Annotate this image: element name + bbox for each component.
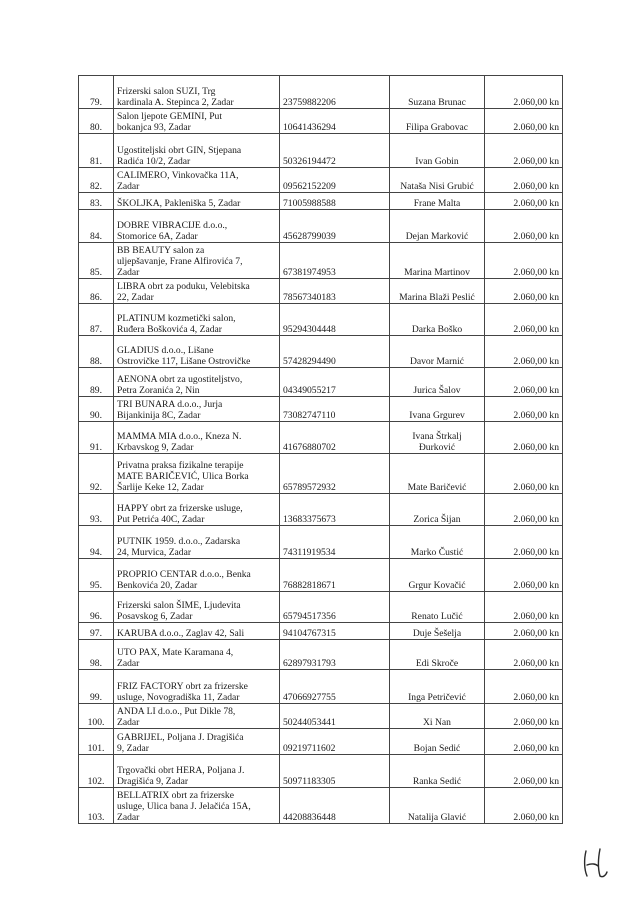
business-name-address-line: Frizerski salon ŠIME, Ljudevita — [117, 600, 241, 611]
business-name-address-line: Ruđera Boškovića 4, Zadar — [117, 324, 222, 335]
business-name-address-line: DOBRE VIBRACIJE d.o.o., — [117, 220, 228, 231]
recipients-table — [78, 75, 563, 824]
oib-number-cell: 95294304448 — [280, 304, 390, 336]
oib-number-cell: 62897931793 — [280, 640, 390, 670]
business-name-address-line: Zadar — [117, 658, 140, 669]
row-number-cell: 97. — [79, 623, 114, 640]
amount-cell: 2.060,00 kn — [485, 755, 563, 788]
oib-number-cell: 04349055217 — [280, 368, 390, 397]
oib-number-cell: 23759882206 — [280, 76, 390, 109]
business-name-address-line: Zadar — [117, 267, 140, 278]
oib-number-cell: 13683375673 — [280, 494, 390, 526]
amount-cell: 2.060,00 kn — [485, 210, 563, 243]
business-name-address-cell — [114, 592, 280, 623]
responsible-person-line: Zorica Šijan — [413, 514, 461, 525]
business-name-address-line: kardinala A. Stepinca 2, Zadar — [117, 97, 234, 108]
business-name-address-line: 22, Zadar — [117, 292, 154, 303]
business-name-address-line: FRIZ FACTORY obrt za frizerske — [117, 681, 248, 692]
responsible-person-cell — [390, 640, 485, 670]
responsible-person-line: Marina Martinov — [404, 267, 470, 278]
business-name-address-cell — [114, 755, 280, 788]
row-number-cell: 82. — [79, 168, 114, 193]
amount-cell: 2.060,00 kn — [485, 559, 563, 592]
business-name-address-line: Zadar — [117, 812, 140, 823]
amount-cell: 2.060,00 kn — [485, 670, 563, 704]
oib-number-cell: 78567340183 — [280, 279, 390, 304]
business-name-address-line: 24, Murvica, Zadar — [117, 547, 192, 558]
table-row — [79, 592, 563, 623]
table-row — [79, 640, 563, 670]
business-name-address-line: BELLATRIX obrt za frizerske — [117, 790, 234, 801]
business-name-address-line: PROPRIO CENTAR d.o.o., Benka — [117, 569, 251, 580]
business-name-address-cell — [114, 304, 280, 336]
table-row — [79, 422, 563, 454]
responsible-person-cell — [390, 304, 485, 336]
responsible-person-line: Duje Šešelja — [412, 628, 462, 639]
row-number-cell: 85. — [79, 243, 114, 279]
business-name-address-line: Ugostiteljski obrt GIN, Stjepana — [117, 145, 242, 156]
amount-cell: 2.060,00 kn — [485, 109, 563, 134]
oib-number-cell: 67381974953 — [280, 243, 390, 279]
table-row — [79, 670, 563, 704]
table-row — [79, 623, 563, 640]
responsible-person-cell — [390, 243, 485, 279]
business-name-address-cell — [114, 526, 280, 559]
business-name-address-line: ŠKOLJKA, Pakleniška 5, Zadar — [117, 198, 241, 209]
responsible-person-line: Ivan Gobin — [415, 156, 459, 167]
row-number-cell: 102. — [79, 755, 114, 788]
business-name-address-line: AENONA obrt za ugostiteljstvo, — [117, 374, 243, 385]
responsible-person-cell — [390, 494, 485, 526]
row-number-cell: 87. — [79, 304, 114, 336]
table-row — [79, 559, 563, 592]
row-number-cell: 86. — [79, 279, 114, 304]
row-number-cell: 94. — [79, 526, 114, 559]
business-name-address-cell — [114, 279, 280, 304]
responsible-person-cell — [390, 279, 485, 304]
business-name-address-line: BB BEAUTY salon za — [117, 245, 205, 256]
business-name-address-cell — [114, 243, 280, 279]
oib-number-cell: 09562152209 — [280, 168, 390, 193]
business-name-address-line: Šarlije Keke 12, Zadar — [117, 482, 204, 493]
business-name-address-line: Zadar — [117, 181, 140, 192]
responsible-person-line: Frane Malta — [413, 198, 461, 209]
business-name-address-line: 9, Zadar — [117, 743, 149, 754]
business-name-address-line: usluge, Ulica bana J. Jelačića 15A, — [117, 801, 251, 812]
table-row — [79, 494, 563, 526]
oib-number-cell: 73082747110 — [280, 397, 390, 422]
responsible-person-cell — [390, 623, 485, 640]
row-number-cell: 99. — [79, 670, 114, 704]
row-number-cell: 88. — [79, 336, 114, 368]
responsible-person-line: Xi Nan — [423, 717, 451, 728]
business-name-address-line: CALIMERO, Vinkovačka 11A, — [117, 170, 239, 181]
table-row — [79, 279, 563, 304]
business-name-address-cell — [114, 559, 280, 592]
row-number-cell: 79. — [79, 76, 114, 109]
responsible-person-line: Grgur Kovačić — [408, 580, 466, 591]
oib-number-cell: 10641436294 — [280, 109, 390, 134]
responsible-person-cell — [390, 422, 485, 454]
business-name-address-cell — [114, 168, 280, 193]
business-name-address-line: Ostrovičke 117, Lišane Ostrovičke — [117, 356, 251, 367]
responsible-person-line: Marko Čustić — [410, 547, 464, 558]
responsible-person-line: Đurković — [418, 442, 456, 453]
responsible-person-cell — [390, 210, 485, 243]
responsible-person-line: Darka Boško — [411, 324, 463, 335]
responsible-person-cell — [390, 788, 485, 824]
amount-cell: 2.060,00 kn — [485, 592, 563, 623]
responsible-person-line: Renato Lučić — [411, 611, 463, 622]
row-number-cell: 80. — [79, 109, 114, 134]
responsible-person-line: Mate Baričević — [407, 482, 467, 493]
row-number-cell: 89. — [79, 368, 114, 397]
business-name-address-line: GLADIUS d.o.o., Lišane — [117, 345, 214, 356]
business-name-address-cell — [114, 494, 280, 526]
amount-cell: 2.060,00 kn — [485, 193, 563, 210]
amount-cell: 2.060,00 kn — [485, 134, 563, 168]
amount-cell: 2.060,00 kn — [485, 304, 563, 336]
row-number-cell: 101. — [79, 729, 114, 755]
business-name-address-line: Frizerski salon SUZI, Trg — [117, 86, 216, 97]
responsible-person-line: Bojan Sedić — [413, 743, 461, 754]
business-name-address-line: Privatna praksa fizikalne terapije — [117, 460, 244, 471]
signature-mark — [580, 845, 610, 879]
responsible-person-cell — [390, 592, 485, 623]
row-number-cell: 81. — [79, 134, 114, 168]
amount-cell: 2.060,00 kn — [485, 76, 563, 109]
amount-cell: 2.060,00 kn — [485, 336, 563, 368]
row-number-cell: 96. — [79, 592, 114, 623]
amount-cell: 2.060,00 kn — [485, 397, 563, 422]
amount-cell: 2.060,00 kn — [485, 623, 563, 640]
row-number-cell: 84. — [79, 210, 114, 243]
amount-cell: 2.060,00 kn — [485, 526, 563, 559]
oib-number-cell: 50244053441 — [280, 704, 390, 729]
business-name-address-cell — [114, 422, 280, 454]
responsible-person-cell — [390, 76, 485, 109]
row-number-cell: 91. — [79, 422, 114, 454]
responsible-person-line: Suzana Brunac — [408, 97, 466, 108]
responsible-person-line: Ranka Sedić — [412, 776, 462, 787]
business-name-address-line: GABRIJEL, Poljana J. Dragišića — [117, 732, 244, 743]
business-name-address-line: PLATINUM kozmetički salon, — [117, 313, 236, 324]
amount-cell: 2.060,00 kn — [485, 729, 563, 755]
table-row — [79, 168, 563, 193]
responsible-person-cell — [390, 134, 485, 168]
responsible-person-cell — [390, 336, 485, 368]
table-row — [79, 368, 563, 397]
row-number-cell: 93. — [79, 494, 114, 526]
responsible-person-line: Filipa Grabovac — [405, 122, 469, 133]
table-row — [79, 336, 563, 368]
table-row — [79, 134, 563, 168]
responsible-person-cell — [390, 755, 485, 788]
amount-cell: 2.060,00 kn — [485, 454, 563, 494]
table-row — [79, 397, 563, 422]
table-row — [79, 109, 563, 134]
oib-number-cell: 65789572932 — [280, 454, 390, 494]
business-name-address-line: Radića 10/2, Zadar — [117, 156, 191, 167]
business-name-address-line: PUTNIK 1959. d.o.o., Zadarska — [117, 536, 241, 547]
business-name-address-line: LIBRA obrt za poduku, Velebitska — [117, 281, 250, 292]
amount-cell: 2.060,00 kn — [485, 788, 563, 824]
business-name-address-cell — [114, 193, 280, 210]
amount-cell: 2.060,00 kn — [485, 168, 563, 193]
oib-number-cell: 71005988588 — [280, 193, 390, 210]
business-name-address-line: Stomorice 6A, Zadar — [117, 231, 198, 242]
business-name-address-line: UTO PAX, Mate Karamana 4, — [117, 647, 234, 658]
responsible-person-cell — [390, 729, 485, 755]
oib-number-cell: 74311919534 — [280, 526, 390, 559]
business-name-address-cell — [114, 788, 280, 824]
table-row — [79, 76, 563, 109]
business-name-address-line: Trgovački obrt HERA, Poljana J. — [117, 765, 245, 776]
oib-number-cell: 50326194472 — [280, 134, 390, 168]
responsible-person-cell — [390, 109, 485, 134]
responsible-person-line: Nataša Nisi Grubić — [400, 181, 474, 192]
business-name-address-line: Put Petrića 40C, Zadar — [117, 514, 205, 525]
oib-number-cell: 50971183305 — [280, 755, 390, 788]
business-name-address-cell — [114, 640, 280, 670]
responsible-person-cell — [390, 559, 485, 592]
oib-number-cell: 41676880702 — [280, 422, 390, 454]
business-name-address-line: usluge, Novogradiška 11, Zadar — [117, 692, 240, 703]
responsible-person-line: Natalija Glavić — [407, 812, 467, 823]
business-name-address-line: Benkovića 20, Zadar — [117, 580, 198, 591]
business-name-address-line: TRI BUNARA d.o.o., Jurja — [117, 399, 223, 410]
responsible-person-cell — [390, 704, 485, 729]
business-name-address-cell — [114, 336, 280, 368]
business-name-address-line: uljepšavanje, Frane Alfirovića 7, — [117, 256, 243, 267]
table-row — [79, 729, 563, 755]
responsible-person-cell — [390, 454, 485, 494]
responsible-person-cell — [390, 193, 485, 210]
table-row — [79, 304, 563, 336]
amount-cell: 2.060,00 kn — [485, 422, 563, 454]
business-name-address-line: Petra Zoranića 2, Nin — [117, 385, 200, 396]
responsible-person-cell — [390, 168, 485, 193]
responsible-person-line: Davor Marnić — [409, 356, 465, 367]
business-name-address-cell — [114, 76, 280, 109]
business-name-address-line: ANDA LI d.o.o., Put Dikle 78, — [117, 706, 236, 717]
business-name-address-line: MATE BARIČEVIĆ, Ulica Borka — [117, 471, 249, 482]
row-number-cell: 92. — [79, 454, 114, 494]
business-name-address-cell — [114, 454, 280, 494]
responsible-person-line: Jurica Šalov — [413, 385, 461, 396]
oib-number-cell: 57428294490 — [280, 336, 390, 368]
table-row — [79, 788, 563, 824]
oib-number-cell: 65794517356 — [280, 592, 390, 623]
responsible-person-cell — [390, 397, 485, 422]
table-row — [79, 526, 563, 559]
responsible-person-cell — [390, 670, 485, 704]
business-name-address-cell — [114, 623, 280, 640]
oib-number-cell: 94104767315 — [280, 623, 390, 640]
business-name-address-cell — [114, 134, 280, 168]
responsible-person-line: Marina Blaži Peslić — [399, 292, 475, 303]
business-name-address-line: bokanjca 93, Zadar — [117, 122, 191, 133]
business-name-address-line: Posavskog 6, Zadar — [117, 611, 193, 622]
oib-number-cell: 47066927755 — [280, 670, 390, 704]
table-row — [79, 243, 563, 279]
table-row — [79, 193, 563, 210]
table-row — [79, 454, 563, 494]
business-name-address-line: Salon ljepote GEMINI, Put — [117, 111, 222, 122]
amount-cell: 2.060,00 kn — [485, 640, 563, 670]
amount-cell: 2.060,00 kn — [485, 494, 563, 526]
business-name-address-cell — [114, 210, 280, 243]
business-name-address-cell — [114, 729, 280, 755]
business-name-address-line: MAMMA MIA d.o.o., Kneza N. — [117, 431, 242, 442]
responsible-person-cell — [390, 526, 485, 559]
responsible-person-cell — [390, 368, 485, 397]
row-number-cell: 95. — [79, 559, 114, 592]
table-row — [79, 210, 563, 243]
business-name-address-line: HAPPY obrt za frizerske usluge, — [117, 503, 243, 514]
row-number-cell: 98. — [79, 640, 114, 670]
business-name-address-cell — [114, 704, 280, 729]
row-number-cell: 83. — [79, 193, 114, 210]
responsible-person-line: Ivana Štrkalj — [412, 431, 462, 442]
row-number-cell: 100. — [79, 704, 114, 729]
responsible-person-line: Inga Petričević — [408, 692, 466, 703]
business-name-address-line: KARUBA d.o.o., Zaglav 42, Sali — [117, 628, 245, 639]
responsible-person-line: Dejan Marković — [405, 231, 469, 242]
row-number-cell: 90. — [79, 397, 114, 422]
business-name-address-cell — [114, 109, 280, 134]
business-name-address-line: Dragišića 9, Zadar — [117, 776, 189, 787]
recipients-table-body — [79, 76, 563, 824]
oib-number-cell: 44208836448 — [280, 788, 390, 824]
amount-cell: 2.060,00 kn — [485, 243, 563, 279]
oib-number-cell: 76882818671 — [280, 559, 390, 592]
row-number-cell: 103. — [79, 788, 114, 824]
table-row — [79, 704, 563, 729]
oib-number-cell: 45628799039 — [280, 210, 390, 243]
table-row — [79, 755, 563, 788]
responsible-person-line: Edi Skroče — [415, 658, 459, 669]
amount-cell: 2.060,00 kn — [485, 704, 563, 729]
business-name-address-cell — [114, 397, 280, 422]
responsible-person-line: Ivana Grgurev — [409, 410, 465, 421]
amount-cell: 2.060,00 kn — [485, 279, 563, 304]
business-name-address-line: Zadar — [117, 717, 140, 728]
amount-cell: 2.060,00 kn — [485, 368, 563, 397]
business-name-address-line: Bijankinija 8C, Zadar — [117, 410, 201, 421]
business-name-address-line: Krbavskog 9, Zadar — [117, 442, 194, 453]
oib-number-cell: 09219711602 — [280, 729, 390, 755]
business-name-address-cell — [114, 368, 280, 397]
business-name-address-cell — [114, 670, 280, 704]
